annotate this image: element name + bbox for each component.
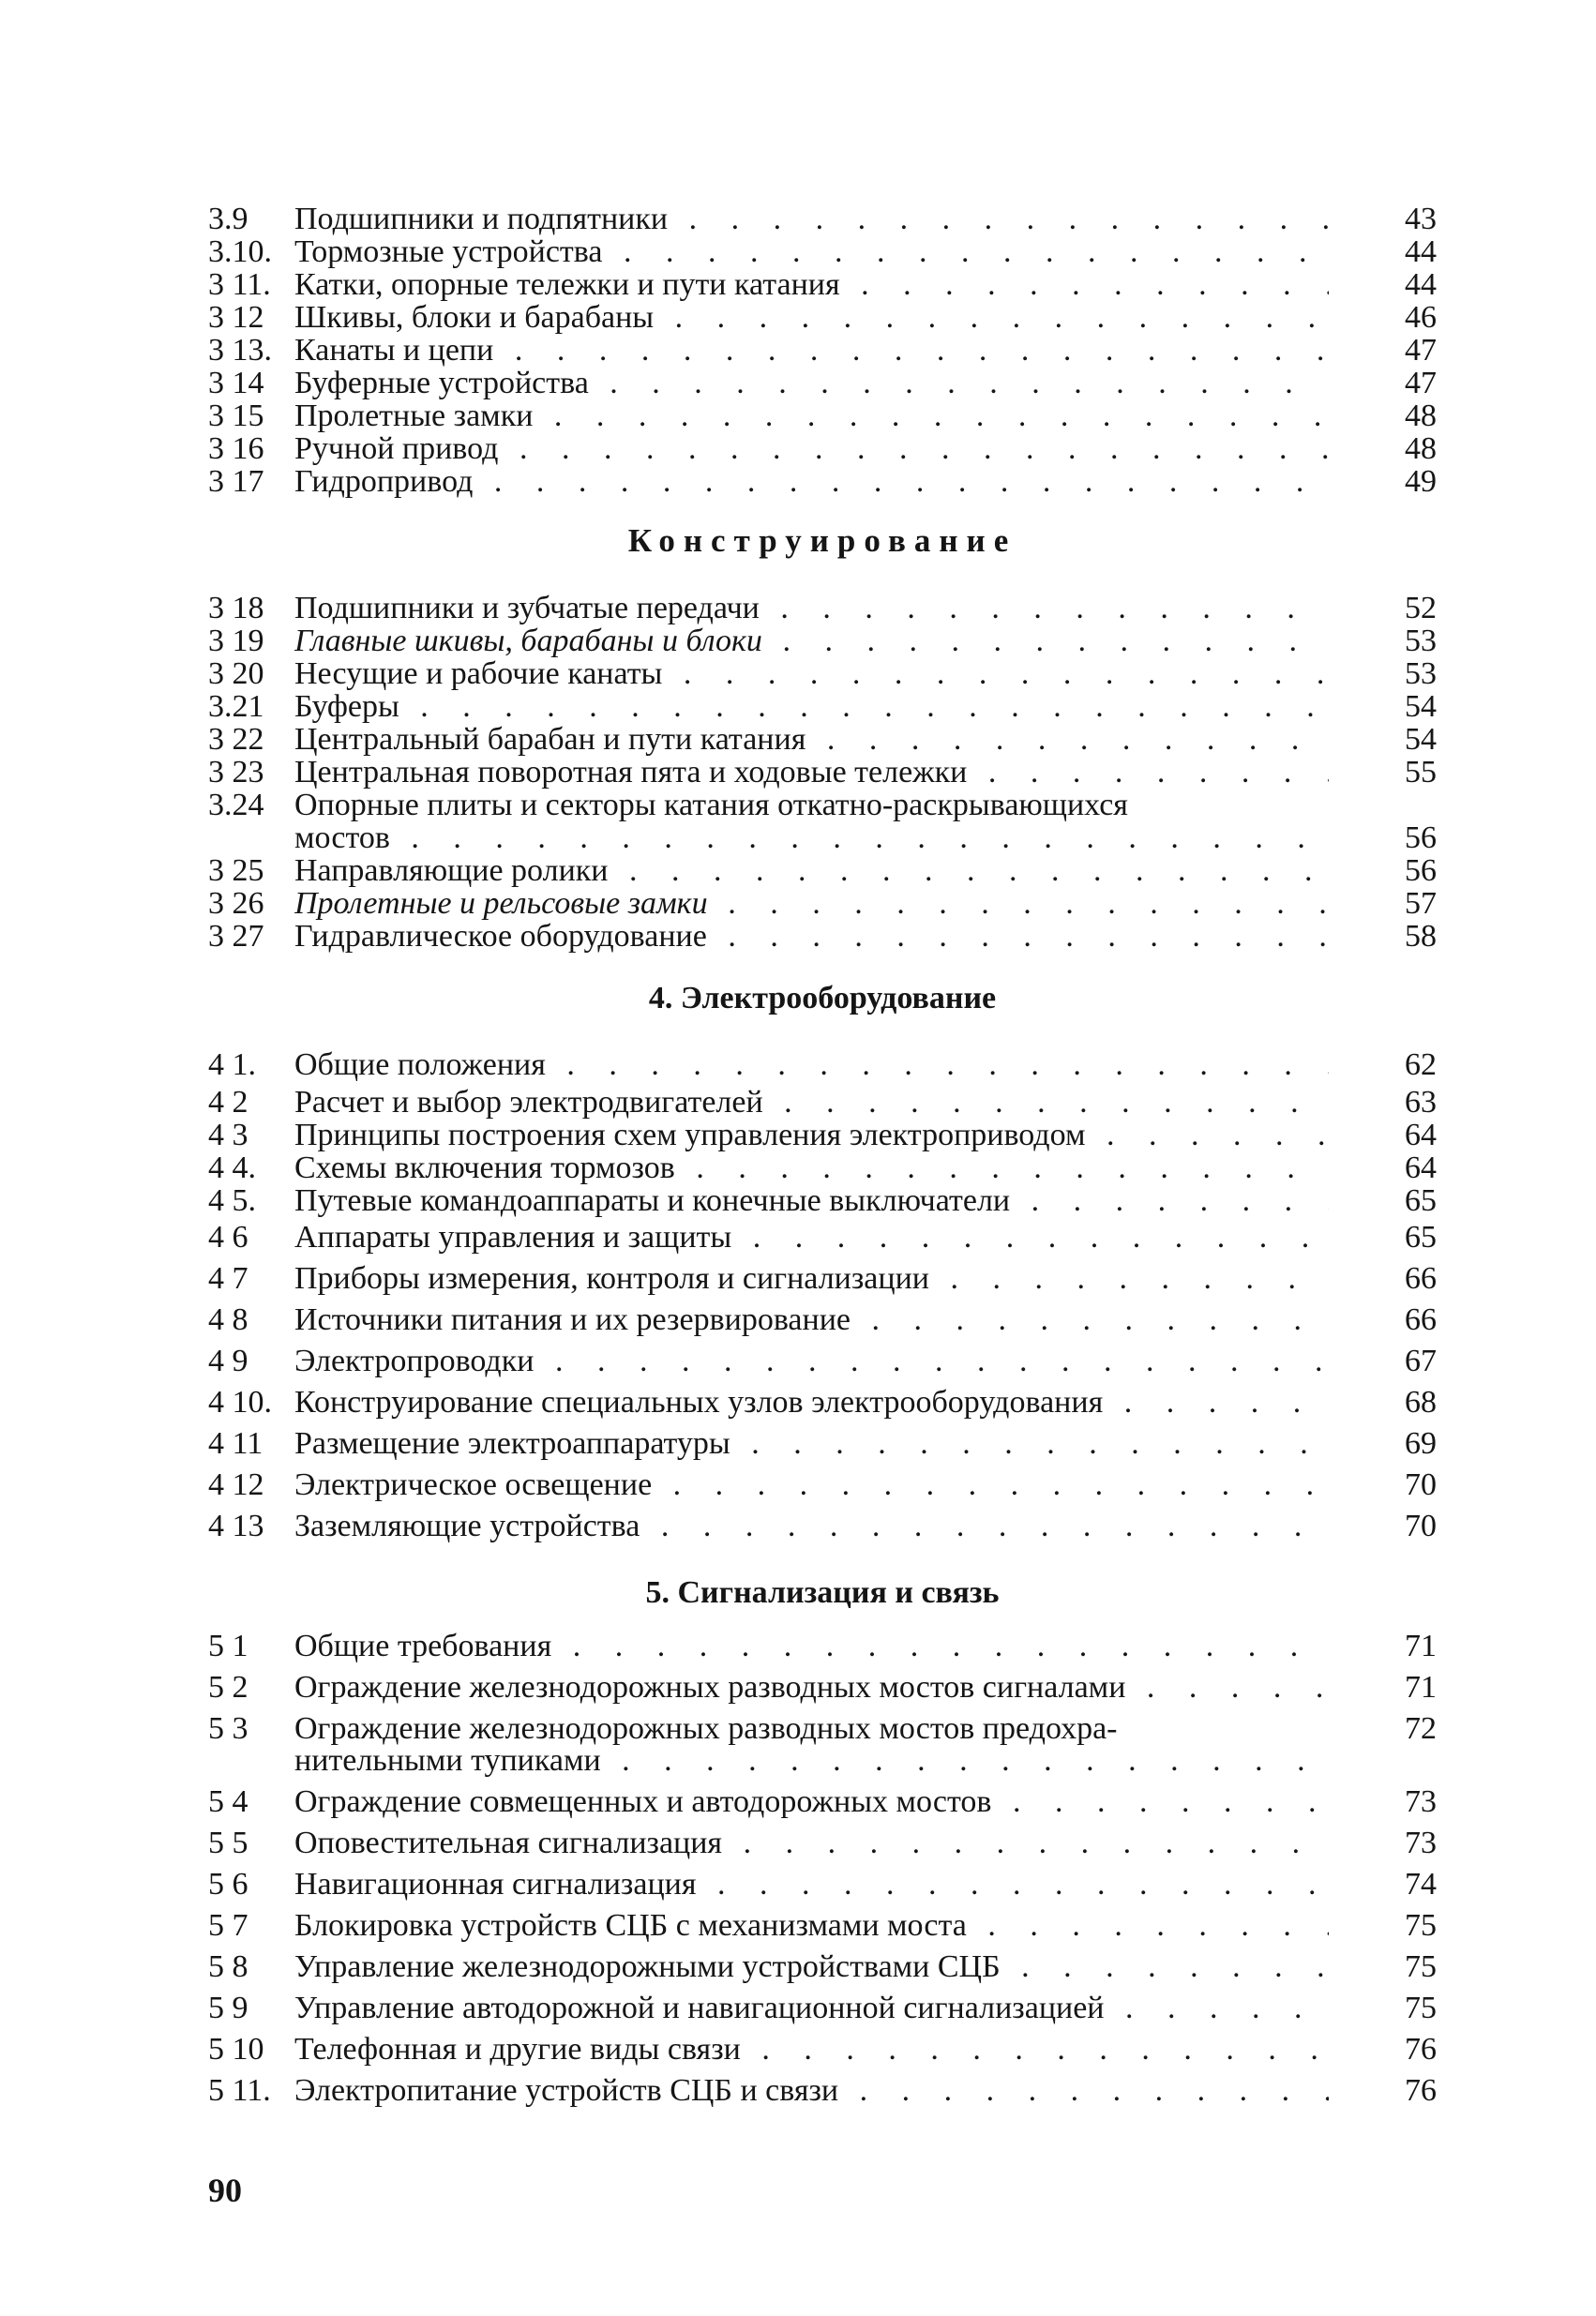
entry-title [294, 789, 1329, 854]
entry-number: 3 13. [208, 333, 272, 368]
toc-entry [208, 1086, 1437, 1119]
entry-title: Электрическое освещение . . . [294, 1465, 1329, 1506]
entry-page: 75 [1405, 1949, 1437, 1984]
entry-page: 43 [1405, 202, 1437, 236]
entry-page: 68 [1405, 1385, 1437, 1420]
entry-title: Электропроводки . . . [294, 1341, 1329, 1382]
entry-page: 44 [1405, 267, 1437, 302]
entry-number: 4 3 [208, 1118, 248, 1152]
toc-entry [208, 1258, 1437, 1300]
toc-entry [208, 1864, 1437, 1905]
entry-number: 4 11 [208, 1426, 263, 1461]
toc-entry [208, 756, 1437, 789]
entry-title: Подшипники и подпятники . . . [294, 203, 1329, 235]
entry-page: 65 [1405, 1220, 1437, 1255]
entry-number: 3 22 [208, 722, 264, 757]
toc-entry [208, 1947, 1437, 1988]
entry-title: Аппараты управления и защиты . . . [294, 1217, 1329, 1258]
entry-page: 70 [1405, 1509, 1437, 1543]
entry-number: 5 2 [208, 1670, 248, 1705]
entry-title: Направляющие ролики . . . [294, 854, 1329, 887]
toc-entry [208, 2070, 1437, 2112]
entry-page: 55 [1405, 755, 1437, 790]
toc-entry [208, 432, 1437, 465]
entry-page: 53 [1405, 624, 1437, 658]
toc-entry [208, 1708, 1437, 1782]
entry-page: 64 [1405, 1150, 1437, 1185]
entry-page: 71 [1405, 1670, 1437, 1705]
entry-number: 3 17 [208, 464, 264, 499]
entry-number: 5 7 [208, 1908, 248, 1943]
entry-number: 3 14 [208, 366, 264, 400]
entry-page: 48 [1405, 399, 1437, 433]
section-heading: 4. Электрооборудование [648, 981, 997, 1015]
entry-page: 67 [1405, 1344, 1437, 1378]
table-of-contents [208, 203, 1437, 2112]
entry-number: 3 19 [208, 624, 264, 658]
entry-number: 4 6 [208, 1220, 248, 1255]
entry-page: 48 [1405, 431, 1437, 466]
toc-entry [208, 1423, 1437, 1465]
entry-page: 54 [1405, 689, 1437, 724]
entry-title: Приборы измерения, контроля и сигнализации . . . [294, 1258, 1329, 1300]
entry-title: Гидропривод . . . [294, 465, 1329, 498]
toc-entry [208, 887, 1437, 920]
entry-title: Оповестительная сигнализация . . . [294, 1823, 1329, 1864]
entry-number: 5 4 [208, 1784, 248, 1819]
entry-title: Подшипники и зубчатые передачи . . . [294, 592, 1329, 624]
entry-number: 5 5 [208, 1826, 248, 1860]
toc-entry [208, 1782, 1437, 1823]
entry-title: Пролетные замки . . . [294, 399, 1329, 432]
entry-page: 44 [1405, 234, 1437, 269]
entry-page: 73 [1405, 1826, 1437, 1860]
entry-number: 5 6 [208, 1867, 248, 1902]
entry-title: Общие положения . . . [294, 1045, 1329, 1086]
entry-title-line2: нительными тупиками . . . [294, 1743, 1329, 1777]
entry-page: 72 [1405, 1711, 1437, 1746]
toc-entry [208, 1045, 1437, 1086]
entry-title: Гидравлическое оборудование . . . [294, 920, 1329, 953]
entry-page: 66 [1405, 1302, 1437, 1337]
toc-entry [208, 465, 1437, 498]
toc-entry [208, 1988, 1437, 2029]
toc-entry [208, 2029, 1437, 2070]
toc-entry [208, 1905, 1437, 1947]
entry-page: 74 [1405, 1867, 1437, 1902]
entry-page: 73 [1405, 1784, 1437, 1819]
entry-page: 69 [1405, 1426, 1437, 1461]
entry-title: Буферные устройства . . . [294, 367, 1329, 399]
entry-number: 5 1 [208, 1629, 248, 1663]
toc-entry [208, 657, 1437, 690]
entry-number: 4 13 [208, 1509, 264, 1543]
entry-number: 3 15 [208, 399, 264, 433]
entry-title: Общие требования . . . [294, 1626, 1329, 1667]
toc-entry [208, 1382, 1437, 1423]
entry-number: 5 3 [208, 1711, 248, 1746]
entry-title: Катки, опорные тележки и пути катания . . . [294, 268, 1329, 301]
entry-title: Телефонная и другие виды связи . . . [294, 2029, 1329, 2070]
entry-page: 46 [1405, 300, 1437, 335]
entry-number: 3 12 [208, 300, 264, 335]
entry-page: 57 [1405, 886, 1437, 921]
toc-entry [208, 592, 1437, 624]
toc-entry [208, 301, 1437, 334]
entry-title: Центральный барабан и пути катания . . . [294, 723, 1329, 756]
toc-entry [208, 690, 1437, 723]
toc-entry [208, 1184, 1437, 1217]
entry-number: 5 11. [208, 2073, 271, 2108]
entry-number: 5 9 [208, 1991, 248, 2025]
toc-entry [208, 268, 1437, 301]
entry-page: 58 [1405, 919, 1437, 954]
section-heading: Конструирование [627, 522, 1017, 559]
entry-title: Управление автодорожной и навигационной сигнализацией . . . [294, 1988, 1329, 2029]
entry-number: 3 26 [208, 886, 264, 921]
entry-title: Ручной привод . . . [294, 432, 1329, 465]
entry-page: 71 [1405, 1629, 1437, 1663]
entry-number: 4 2 [208, 1085, 248, 1120]
entry-number: 3.21 [208, 689, 264, 724]
entry-page: 70 [1405, 1467, 1437, 1502]
entry-number: 3 18 [208, 591, 264, 625]
entry-title: Заземляющие устройства . . . [294, 1506, 1329, 1547]
entry-page: 75 [1405, 1991, 1437, 2025]
entry-title-line1: Опорные плиты и секторы катания откатно-раскрывающихся [294, 789, 1128, 822]
toc-entry [208, 1667, 1437, 1708]
entry-page: 56 [1405, 853, 1437, 888]
entry-number: 5 10 [208, 2032, 264, 2067]
entry-title: Расчет и выбор электродвигателей . . . [294, 1086, 1329, 1119]
entry-number: 4 5. [208, 1183, 256, 1218]
entry-number: 3 25 [208, 853, 264, 888]
toc-entry [208, 367, 1437, 399]
entry-number: 3 27 [208, 919, 264, 954]
toc-entry [208, 854, 1437, 887]
toc-entry [208, 1626, 1437, 1667]
entry-page: 75 [1405, 1908, 1437, 1943]
toc-entry [208, 1217, 1437, 1258]
entry-title: Пролетные и рельсовые замки . . . [294, 887, 1329, 920]
entry-title: Управление железнодорожными устройствами СЦБ . . . [294, 1947, 1329, 1988]
toc-entry [208, 1300, 1437, 1341]
entry-page: 53 [1405, 656, 1437, 691]
entry-title [294, 1713, 1329, 1777]
entry-page: 62 [1405, 1047, 1437, 1082]
entry-title: Главные шкивы, барабаны и блоки . . . [294, 624, 1329, 657]
entry-title: Канаты и цепи . . . [294, 334, 1329, 367]
entry-page: 47 [1405, 366, 1437, 400]
entry-title: Ограждение совмещенных и автодорожных мостов . . . [294, 1782, 1329, 1823]
toc-entry [208, 1506, 1437, 1547]
entry-title: Электропитание устройств СЦБ и связи . . . [294, 2070, 1329, 2112]
toc-entry [208, 723, 1437, 756]
entry-page: 76 [1405, 2073, 1437, 2108]
entry-page: 66 [1405, 1261, 1437, 1296]
entry-page: 63 [1405, 1085, 1437, 1120]
entry-number: 5 8 [208, 1949, 248, 1984]
page-number: 90 [208, 2172, 242, 2209]
toc-entry [208, 334, 1437, 367]
toc-entry [208, 1465, 1437, 1506]
toc-entry [208, 235, 1437, 268]
entry-title: Тормозные устройства . . . [294, 235, 1329, 268]
toc-entry [208, 203, 1437, 235]
entry-page: 76 [1405, 2032, 1437, 2067]
toc-entry [208, 399, 1437, 432]
entry-number: 3.10. [208, 234, 272, 269]
toc-entry [208, 1341, 1437, 1382]
entry-title: Навигационная сигнализация . . . [294, 1864, 1329, 1905]
entry-title: Размещение электроаппаратуры . . . [294, 1423, 1329, 1465]
entry-page: 56 [1405, 820, 1437, 855]
entry-number: 3 16 [208, 431, 264, 466]
toc-entry [208, 1151, 1437, 1184]
entry-number: 4 8 [208, 1302, 248, 1337]
entry-title: Ограждение железнодорожных разводных мостов сигналами . . . [294, 1667, 1329, 1708]
entry-number: 3 11. [208, 267, 271, 302]
entry-title: Шкивы, блоки и барабаны . . . [294, 301, 1329, 334]
toc-entry [208, 624, 1437, 657]
section-heading: 5. Сигнализация и связь [645, 1575, 1000, 1610]
entry-page: 64 [1405, 1118, 1437, 1152]
entry-title: Буферы . . . [294, 690, 1329, 723]
entry-number: 3 20 [208, 656, 264, 691]
entry-number: 3.9 [208, 202, 248, 236]
entry-number: 4 4. [208, 1150, 256, 1185]
entry-title: Источники питания и их резервирование . . . [294, 1300, 1329, 1341]
entry-title: Блокировка устройств СЦБ с механизмами моста . . . [294, 1905, 1329, 1947]
entry-number: 4 9 [208, 1344, 248, 1378]
entry-number: 4 12 [208, 1467, 264, 1502]
entry-page: 52 [1405, 591, 1437, 625]
entry-title: Несущие и рабочие канаты . . . [294, 657, 1329, 690]
entry-title-line2: мостов . . . [294, 820, 1329, 854]
entry-number: 4 10. [208, 1385, 272, 1420]
entry-title: Путевые командоаппараты и конечные выключатели . . . [294, 1184, 1329, 1217]
entry-title: Центральная поворотная пята и ходовые тележки . . . [294, 756, 1329, 789]
entry-number: 3.24 [208, 788, 264, 822]
toc-entry [208, 920, 1437, 953]
entry-number: 4 1. [208, 1047, 256, 1082]
entry-page: 65 [1405, 1183, 1437, 1218]
entry-page: 47 [1405, 333, 1437, 368]
toc-entry [208, 1119, 1437, 1151]
entry-number: 3 23 [208, 755, 264, 790]
entry-number: 4 7 [208, 1261, 248, 1296]
toc-entry [208, 1823, 1437, 1864]
toc-entry [208, 789, 1437, 854]
entry-page: 49 [1405, 464, 1437, 499]
entry-page: 54 [1405, 722, 1437, 757]
entry-title: Схемы включения тормозов . . . [294, 1151, 1329, 1184]
entry-title-line1: Ограждение железнодорожных разводных мостов предохра- [294, 1713, 1118, 1746]
entry-title: Принципы построения схем управления электроприводом . . . [294, 1119, 1329, 1151]
entry-title: Конструирование специальных узлов электрооборудования . . . [294, 1382, 1329, 1423]
